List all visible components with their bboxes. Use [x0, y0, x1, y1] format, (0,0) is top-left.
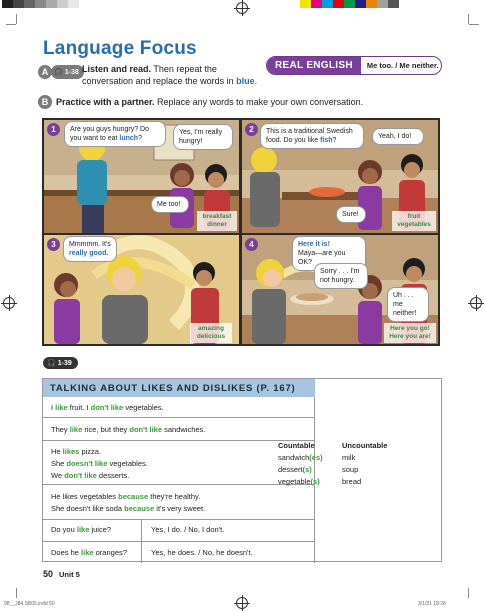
- grammar-question-row: Do you like juice? Yes, I do. / No, I don't.: [43, 520, 315, 542]
- color-bar-left: [2, 0, 79, 8]
- vocabulary-options: amazing delicious: [190, 323, 232, 343]
- uncountable-header: Uncountable: [342, 441, 388, 450]
- speech-bubble: Yes, I'm really hungry!: [173, 124, 233, 150]
- comic-strip: [42, 118, 440, 346]
- color-swatch: [2, 0, 13, 8]
- speech-bubble: Yeah, I do!: [372, 128, 424, 145]
- speech-bubble: Here it is! Maya—are you OK?: [292, 236, 366, 271]
- speech-bubble: Sure!: [336, 206, 366, 223]
- real-english-text: Me too. / Me neither.: [366, 61, 439, 70]
- color-swatch: [344, 0, 355, 8]
- page-footer: [43, 569, 80, 579]
- color-swatch: [333, 0, 344, 8]
- vocabulary-options: fruit vegetables: [392, 211, 436, 231]
- comic-panel-4: [242, 235, 438, 344]
- panel-number: 3: [47, 238, 60, 251]
- trim-mark: [16, 588, 17, 598]
- uncountable-item: soup: [342, 465, 359, 474]
- grammar-row: They like rice, but they don't like sandwiches.: [43, 418, 315, 441]
- grammar-heading: TALKING ABOUT LIKES AND DISLIKES (P. 167): [43, 379, 315, 397]
- color-bar-right: [300, 0, 399, 8]
- vocabulary-options: breakfast dinner: [197, 211, 237, 231]
- uncountable-item: bread: [342, 477, 362, 486]
- speech-bubble: Uh . . . me neither!: [387, 287, 429, 322]
- panel-number: 2: [245, 123, 258, 136]
- trim-mark: [468, 14, 469, 24]
- grammar-question-row: Does he like oranges? Yes, he does. / No, he doesn't.: [43, 542, 315, 563]
- registration-mark-left: [3, 297, 15, 309]
- section-b-instructions: Practice with a partner. Replace any words to make your own conversation.: [56, 97, 364, 107]
- countable-item: vegetable(s): [278, 477, 320, 486]
- page-number: 50: [43, 569, 54, 579]
- uncountable-item: milk: [342, 453, 356, 462]
- headphones-icon: 🎧: [47, 360, 56, 367]
- audio-track-number: 1-38: [64, 68, 79, 76]
- color-swatch: [388, 0, 399, 8]
- comic-panel-3: [44, 235, 239, 344]
- registration-mark-bottom: [236, 597, 248, 609]
- speech-bubble: Sorry . . . I'm not hungry.: [314, 263, 368, 289]
- file-slug: 98__J84 SB05.indd 50: [4, 601, 55, 607]
- comic-panel-1: [44, 120, 239, 233]
- real-english-box: [266, 56, 442, 75]
- audio-track-number: 1-39: [57, 359, 72, 367]
- speech-bubble: Mmmmm. It's really good.: [63, 236, 117, 262]
- speech-bubble: Are you guys hungry? Do you want to eat lunch?: [64, 121, 166, 147]
- grammar-row: He likes pizza. She doesn't like vegetables. We don't like desserts.: [43, 441, 315, 485]
- color-swatch: [300, 0, 311, 8]
- speech-bubble: Me too!: [151, 196, 189, 213]
- audio-track-badge[interactable]: [51, 65, 84, 79]
- speech-bubble: This is a traditional Swedish food. Do you like fish?: [260, 123, 364, 149]
- trim-mark: [469, 24, 479, 25]
- color-swatch: [366, 0, 377, 8]
- color-swatch: [311, 0, 322, 8]
- real-english-label: REAL ENGLISH: [267, 57, 361, 74]
- color-swatch: [68, 0, 79, 8]
- color-swatch: [355, 0, 366, 8]
- color-swatch: [322, 0, 333, 8]
- panel-number: 1: [47, 123, 60, 136]
- registration-mark-top: [236, 2, 248, 14]
- countable-header: Countable: [278, 441, 315, 450]
- trim-mark: [468, 588, 469, 598]
- color-swatch: [57, 0, 68, 8]
- trim-mark: [6, 24, 16, 25]
- trim-mark: [16, 14, 17, 24]
- color-swatch: [13, 0, 24, 8]
- color-swatch: [46, 0, 57, 8]
- countable-item: sandwich(es): [278, 453, 323, 462]
- section-a-letter: A: [38, 65, 52, 79]
- grammar-table: [43, 397, 315, 563]
- registration-mark-right: [470, 297, 482, 309]
- date-slug: 3/1/21 18:28: [418, 601, 446, 607]
- color-swatch: [35, 0, 46, 8]
- color-swatch: [24, 0, 35, 8]
- comic-panel-2: [242, 120, 438, 233]
- headphones-icon: 🎧: [54, 69, 63, 76]
- section-b-letter: B: [38, 95, 52, 109]
- panel-number: 4: [245, 238, 258, 251]
- audio-track-badge[interactable]: [43, 357, 78, 369]
- countable-item: dessert(s): [278, 465, 312, 474]
- page-title: Language Focus: [43, 38, 197, 59]
- vocabulary-options: Here you go! Here you are!: [384, 323, 436, 343]
- unit-label: Unit 5: [59, 570, 80, 579]
- section-a-instructions: Listen and read. Then repeat the conversation and replace the words in blue.: [82, 64, 258, 86]
- grammar-row: He likes vegetables because they're healthy. She doesn't like soda because it's very sweet.: [43, 485, 315, 520]
- grammar-row: I like fruit. I don't like vegetables.: [43, 397, 315, 418]
- color-swatch: [377, 0, 388, 8]
